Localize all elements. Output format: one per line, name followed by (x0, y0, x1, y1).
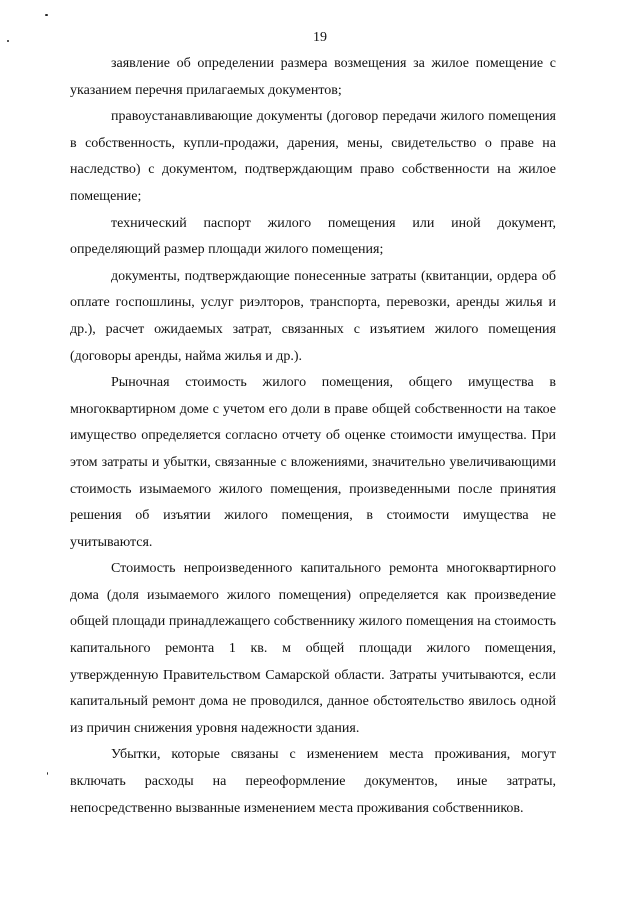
paragraph-application-statement: заявление об определении размера возмещения за жилое помещение с указанием перечня прилагаемых документов; (70, 56, 556, 98)
paragraph-expense-documents: документы, подтверждающие понесенные затраты (квитанции, ордера об оплате госпошлины, услуг риэлторов, транспорта, перевозки, аренды жилья и др.), расчет ожидаемых затрат, связанных с изъятием жилого помещения (договоры аренды, найма жилья и др.). (70, 268, 556, 364)
paragraph-market-value: Рыночная стоимость жилого помещения, общего имущества в многоквартирном доме с учетом его доли в праве общей собственности на такое имущество определяется согласно отчету об оценке стоимости имущества. При этом затраты и убытки, связанные с вложениями, значительно увеличивающими стоимость изымаемого жилого помещения, произведенными после принятия решения об изъятии жилого помещения, в стоимости имущества не учитываются. (70, 375, 556, 550)
paragraph-technical-passport: технический паспорт жилого помещения или иной документ, определяющий размер площади жилого помещения; (70, 215, 556, 258)
scan-speck (47, 772, 48, 775)
paragraph-relocation-losses: Убытки, которые связаны с изменением места проживания, могут включать расходы на переоформление документов, иные затраты, непосредственно вызванные изменением места проживания собственников. (70, 747, 556, 816)
scan-speck (45, 14, 48, 16)
paragraph-capital-repair-cost: Стоимость непроизведенного капитального ремонта многоквартирного дома (доля изымаемого жилого помещения) определяется как произведение общей площади принадлежащего собственнику жилого помещения на стоимость капитального ремонта 1 кв. м общей площади жилого помещения, утвержденную Правительством Самарской области. Затраты учитываются, если капитальный ремонт дома не проводился, данное обстоятельство явилось одной из причин снижения уровня надежности здания. (70, 561, 556, 736)
page-number: 19 (313, 30, 327, 45)
document-body (70, 51, 556, 822)
paragraph-title-documents: правоустанавливающие документы (договор передачи жилого помещения в собственность, купли-продажи, дарения, мены, свидетельство о праве на наследство) с документом, подтверждающим право собственности на жилое помещение; (70, 109, 556, 204)
